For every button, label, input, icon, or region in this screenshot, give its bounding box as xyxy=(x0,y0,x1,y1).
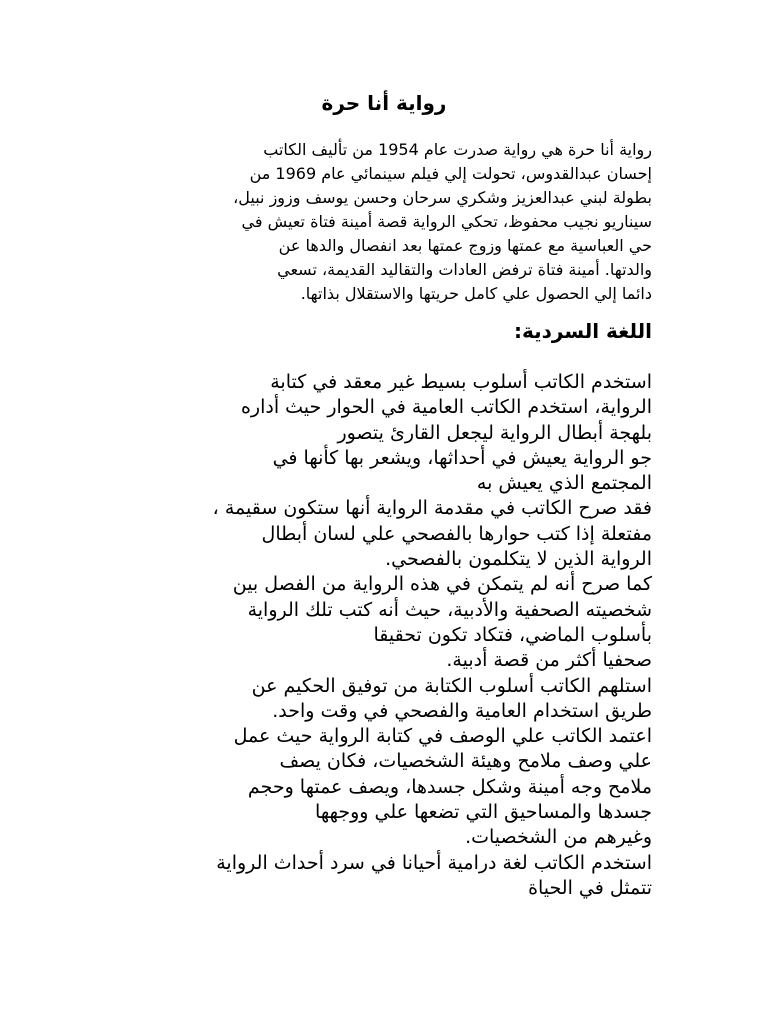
intro-line: إحسان عبدالقدوس، تحولت إلي فيلم سينمائي عام 1969 من xyxy=(249,164,652,183)
body-line: تتمثل في الحياة xyxy=(528,876,652,899)
intro-line: حي العباسية مع عمتها وزوج عمتها بعد انفصال والدها عن xyxy=(278,236,652,255)
body-line: شخصيته الصحفية والأدبية، حيث أنه كتب تلك الرواية xyxy=(247,598,652,621)
body-line: بأسلوب الماضي، فتكاد تكون تحقيقا xyxy=(373,623,652,646)
intro-line: والدتها. أمينة فتاة ترفض العادات والتقاليد القديمة، تسعي xyxy=(277,260,652,279)
intro-line: بطولة لبني عبدالعزيز وشكري سرحان وحسن يوسف وزوز نبيل، xyxy=(233,188,652,207)
body-line: الرواية الذين لا يتكلمون بالفصحي. xyxy=(385,548,652,571)
body-line: مفتعلة إذا كتب حوارها بالفصحي علي لسان أبطال xyxy=(261,522,652,545)
body-line: طريق استخدام العامية والفصحي في وقت واحد. xyxy=(272,699,652,722)
body-paragraph xyxy=(92,370,652,901)
body-line: استخدم الكاتب لغة درامية أحيانا في سرد أحداث الرواية xyxy=(216,851,652,874)
body-line: الرواية، استخدم الكاتب العامية في الحوار حيث أداره xyxy=(240,396,652,419)
body-line: كما صرح أنه لم يتمكن في هذه الرواية من الفصل بين xyxy=(232,573,652,596)
body-line: جو الرواية يعيش في أحداثها، ويشعر بها كأنها في xyxy=(272,446,652,469)
section-heading: اللغة السردية: xyxy=(514,319,652,343)
body-line: استخدم الكاتب أسلوب بسيط غير معقد في كتابة xyxy=(270,371,652,393)
document-title: رواية أنا حرة xyxy=(321,91,447,115)
body-line: فقد صرح الكاتب في مقدمة الرواية أنها ستكون سقيمة ، xyxy=(212,497,652,520)
body-line: المجتمع الذي يعيش به xyxy=(476,472,652,495)
body-line: صحفيا أكثر من قصة أدبية. xyxy=(446,649,652,672)
body-line: بلهجة أبطال الرواية ليجعل القارئ يتصور xyxy=(337,421,652,444)
intro-line: سيناريو نجيب محفوظ، تحكي الرواية قصة أمينة فتاة تعيش في xyxy=(241,212,652,231)
body-line: ملامح وجه أمينة وشكل جسدها، ويصف عمتها وحجم xyxy=(247,775,652,798)
body-line: استلهم الكاتب أسلوب الكتابة من توفيق الحكيم عن xyxy=(251,674,652,697)
intro-paragraph xyxy=(112,138,652,306)
intro-line: دائما إلي الحصول علي كامل حريتها والاستقلال بذاتها. xyxy=(300,284,652,303)
body-line: اعتمد الكاتب علي الوصف في كتابة الرواية حيث عمل xyxy=(233,725,652,748)
body-line: علي وصف ملامح وهيئة الشخصيات، فكان يصف xyxy=(279,750,652,773)
body-line: جسدها والمساحيق التي تضعها علي ووجهها xyxy=(315,801,652,824)
body-line: وغيرهم من الشخصيات. xyxy=(465,826,652,849)
intro-line: رواية أنا حرة هي رواية صدرت عام 1954 من تأليف الكاتب xyxy=(263,140,652,159)
